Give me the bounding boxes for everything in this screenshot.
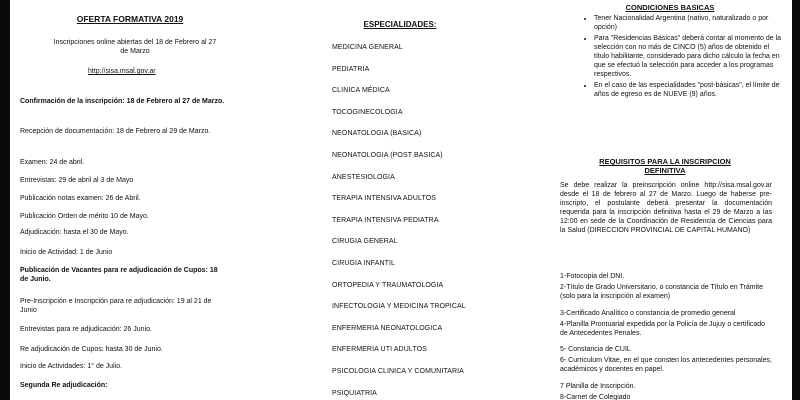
schedule-item: Entrevistas para re adjudicación: 26 Junio. bbox=[20, 326, 152, 333]
condition-item: • En el caso de las especialidades "post-básicas", el límite de años de egreso es de NUEVE (9) años. bbox=[594, 81, 786, 99]
inscription-intro: Inscripciones online abiertas del 18 de Febrero al 27 de Marzo bbox=[53, 39, 217, 55]
schedule-item: Pre-Inscripción e Inscripción para re adjudicación: 19 al 21 de Junio bbox=[20, 298, 212, 314]
specialty-item: MEDICINA GENERAL bbox=[332, 44, 403, 51]
specialty-item: TOCOGINECOLOGIA bbox=[332, 108, 403, 116]
specialty-item: ANESTESIOLOGIA bbox=[332, 173, 395, 181]
specialty-item: ENFERMERIA NEONATOLOGICA bbox=[332, 324, 443, 332]
requirement-item: 2-Título de Grado Universitario, o constancia de Título en Trámite (solo para la inscripción al examen) bbox=[560, 284, 763, 300]
schedule-item: Inicio de Actividad: 1 de Junio bbox=[20, 249, 113, 256]
oferta-title: OFERTA FORMATIVA 2019 bbox=[76, 14, 184, 24]
requirement-item: 8-Carnet de Colegiado bbox=[560, 394, 631, 400]
sisa-link[interactable]: http://sisa.msal.gov.ar bbox=[88, 68, 156, 75]
requirement-item: 6- Curriculum Vitae, en el que consten los antecedentes personales, académicos y docentes en papel. bbox=[560, 357, 772, 373]
specialty-item: NEONATOLOGIA (BASICA) bbox=[332, 130, 422, 138]
specialty-item: NEONATOLOGIA (POST BASICA) bbox=[332, 152, 443, 159]
condition-item: • Tener Nacionalidad Argentina (nativo, naturalizado o por opción) bbox=[594, 14, 786, 32]
requirement-item: 1-Fotocopia del DNI. bbox=[560, 273, 625, 280]
specialty-item: TERAPIA INTENSIVA PEDIATRA bbox=[332, 216, 439, 224]
schedule-item: Confirmación de la inscripción: 18 de Febrero al 27 de Marzo. bbox=[20, 98, 225, 105]
specialty-item: ORTOPEDIA Y TRAUMATOLOGIA bbox=[332, 281, 444, 289]
schedule-item: Entrevistas: 29 de abril al 3 de Mayo bbox=[20, 177, 134, 184]
specialty-item: PSICOLOGIA CLINICA Y COMUNITARIA bbox=[332, 368, 464, 375]
specialty-item: CLINICA MÉDICA bbox=[332, 87, 390, 95]
schedule-item: Segunda Re adjudicación: bbox=[20, 382, 108, 389]
requirements-intro: Se debe realizar la preinscripción online http://sisa.msal.gov.ar desde el 18 de febrero al 27 de Marzo. Luego de haberse pre-inscripto, el postulante deberá presentar la documentación requerida para la inscripción definitiva hasta el 29 de Marzo a las 12:00 en sede de la Coordinación de Residencia de Ciencias para la Salud (DIRECCION PROVINCIAL DE CAPITAL HUMANO) bbox=[560, 182, 772, 234]
schedule-item: Publicación notas examen: 26 de Abril. bbox=[20, 195, 141, 202]
requirements-title: REQUISITOS PARA LA INSCRIPCION DEFINITIVA bbox=[599, 157, 731, 175]
requirement-item: 5- Constancia de CUIL bbox=[560, 346, 631, 353]
specialty-item: CIRUGIA GENERAL bbox=[332, 238, 398, 246]
specialty-item: CIRUGIA INFANTIL bbox=[332, 260, 396, 267]
requirement-item: 3-Certificado Analítico o constancia de promedio general bbox=[560, 310, 736, 317]
especialidades-title: ESPECIALIDADES: bbox=[363, 20, 437, 29]
schedule-item: Publicación Orden de mérito 10 de Mayo. bbox=[20, 213, 149, 220]
requirement-item: 7 Planilla de Inscripción. bbox=[560, 383, 636, 390]
condition-item: • Para "Residencias Básicas" deberá contar al momento de la selección con no más de CINCO (5) años de obtenido el título habilitante, considerado para dicho cálculo la fecha en que se efectuó la selección para acceder a los programas respectivos. bbox=[594, 34, 786, 79]
schedule-item: Inicio de Actividades: 1° de Julio. bbox=[20, 363, 123, 370]
specialty-item: ENFERMERIA UTI ADULTOS bbox=[332, 346, 427, 354]
schedule-item: Publicación de Vacantes para re adjudicación de Cupos: 18 de Junio. bbox=[20, 267, 218, 283]
requirement-item: 4-Planilla Prontuarial expedida por la Policía de Jujuy o certificado de Antecedentes Penales. bbox=[560, 321, 766, 337]
schedule-item: Adjudicación: hasta el 30 de Mayo. bbox=[20, 229, 129, 236]
specialty-item: PEDIATRIA bbox=[332, 65, 370, 73]
specialty-item: PSIQUIATRIA bbox=[332, 389, 377, 397]
conditions-list bbox=[580, 14, 786, 101]
conditions-title: CONDICIONES BASICAS bbox=[625, 3, 715, 12]
schedule-item: Re adjudicación de Cupos: hasta 30 de Junio. bbox=[20, 346, 163, 353]
specialty-item: TERAPIA INTENSIVA ADULTOS bbox=[332, 195, 437, 203]
schedule-item: Recepción de documentación: 18 de Febrero al 29 de Marzo. bbox=[20, 128, 211, 135]
schedule-item: Examen: 24 de abril. bbox=[20, 159, 85, 166]
specialty-item: INFECTOLOGIA Y MEDICINA TROPICAL bbox=[332, 303, 466, 311]
